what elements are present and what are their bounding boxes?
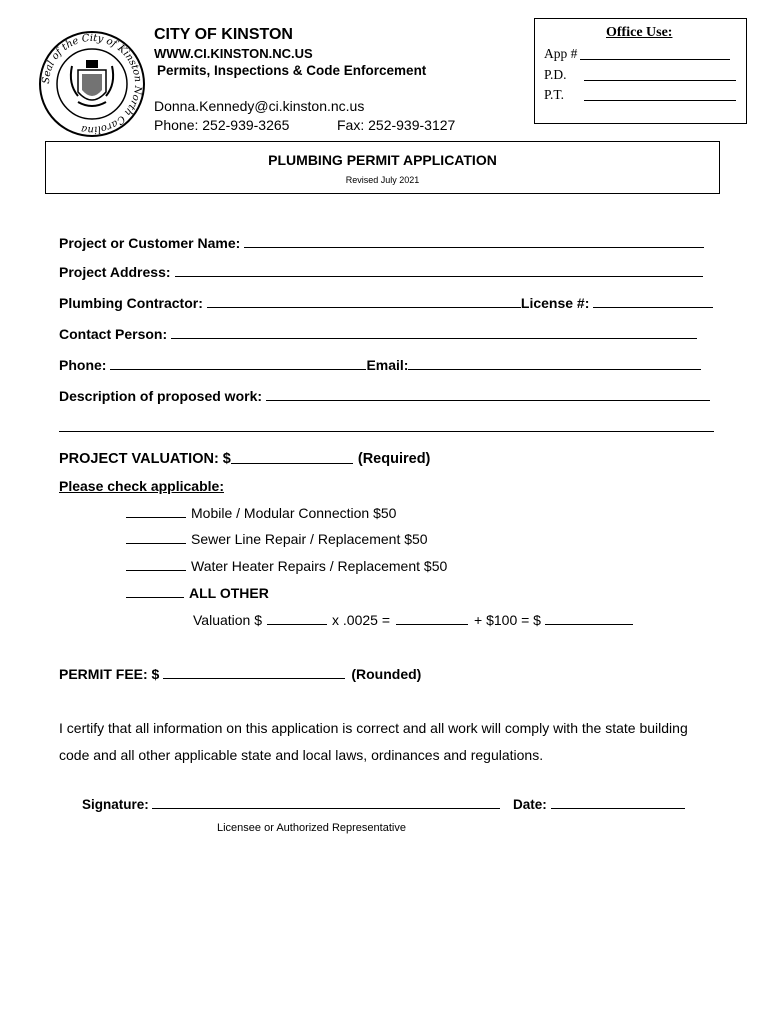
license-label: License #: bbox=[520, 295, 590, 311]
project-valuation-field[interactable]: PROJECT VALUATION: $ (Required) bbox=[59, 451, 431, 467]
contact-person-field[interactable]: Contact Person: bbox=[59, 326, 697, 342]
valuation-input[interactable] bbox=[267, 624, 327, 625]
customer-name-field[interactable]: Project or Customer Name: bbox=[59, 235, 704, 251]
revised-date: Revised July 2021 bbox=[345, 175, 420, 185]
contact-email[interactable]: Donna.Kennedy@ci.kinston.nc.us bbox=[154, 98, 365, 114]
valuation-calculation: Valuation $ x .0025 = + $100 = $ bbox=[193, 612, 633, 628]
project-address-field[interactable]: Project Address: bbox=[59, 264, 703, 280]
license-field[interactable] bbox=[593, 306, 713, 308]
option-sewer-line[interactable]: Sewer Line Repair / Replacement $50 bbox=[126, 531, 428, 547]
signature-field[interactable]: Signature: bbox=[82, 797, 500, 812]
option-mobile-modular[interactable]: Mobile / Modular Connection $50 bbox=[126, 505, 396, 521]
website-link[interactable]: WWW.CI.KINSTON.NC.US bbox=[154, 46, 313, 61]
date-field[interactable]: Date: bbox=[513, 797, 685, 812]
contact-phone: Phone: 252-939-3265 bbox=[154, 117, 290, 133]
department-name: Permits, Inspections & Code Enforcement bbox=[157, 63, 427, 78]
required-note: (Required) bbox=[357, 451, 431, 467]
office-use-row: P.D. bbox=[544, 67, 736, 83]
option-all-other[interactable]: ALL OTHER bbox=[126, 585, 269, 601]
check-applicable-label: Please check applicable: bbox=[59, 478, 224, 494]
signature-caption: Licensee or Authorized Representative bbox=[217, 822, 406, 834]
office-use-box bbox=[534, 18, 747, 124]
city-seal bbox=[38, 30, 146, 138]
description-field[interactable]: Description of proposed work: bbox=[59, 388, 710, 404]
multiplied-input[interactable] bbox=[396, 624, 468, 625]
form-title: PLUMBING PERMIT APPLICATION bbox=[268, 152, 497, 168]
email-field[interactable] bbox=[408, 368, 701, 370]
svg-text:Seal of the City of Kinston No: Seal of the City of Kinston North Carolina bbox=[40, 32, 144, 136]
contact-fax: Fax: 252-939-3127 bbox=[337, 117, 456, 133]
office-use-title: Office Use: bbox=[606, 25, 673, 40]
email-label: Email: bbox=[366, 357, 409, 373]
office-use-row: App # bbox=[544, 46, 730, 62]
office-use-row: P.T. bbox=[544, 87, 736, 103]
form-title-box bbox=[45, 141, 720, 194]
description-continuation-line[interactable] bbox=[59, 431, 714, 432]
plumbing-contractor-field[interactable]: Plumbing Contractor: License #: bbox=[59, 295, 713, 311]
certification-line-1: I certify that all information on this application is correct and all work will comply with the state building bbox=[59, 720, 688, 736]
phone-field[interactable]: Phone: Email: bbox=[59, 357, 701, 373]
city-name: CITY OF KINSTON bbox=[154, 26, 293, 43]
rounded-note: (Rounded) bbox=[351, 666, 422, 682]
option-water-heater[interactable]: Water Heater Repairs / Replacement $50 bbox=[126, 558, 447, 574]
calc-total-input[interactable] bbox=[545, 624, 633, 625]
permit-fee-field[interactable]: PERMIT FEE: $ (Rounded) bbox=[59, 666, 422, 682]
certification-line-2: code and all other applicable state and local laws, ordinances and regulations. bbox=[59, 747, 544, 763]
